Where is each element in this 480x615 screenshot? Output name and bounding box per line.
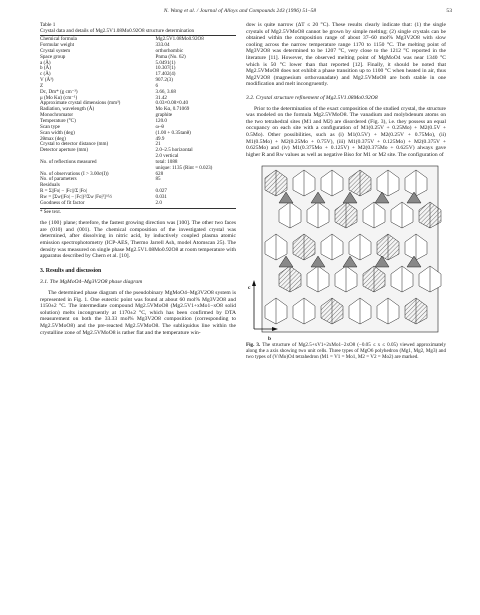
table-cell-value: 85 — [155, 176, 161, 183]
table-caption: Crystal data and details of Mg2.5V1.08Mo0.92O8 structure determination — [40, 28, 195, 35]
table-cell-key: V (Å³) — [40, 77, 54, 84]
table-cell-value: (1.00 + 0.35tanθ) — [155, 129, 191, 136]
table-cell-key: c (Å) — [40, 71, 51, 78]
page-number: 53 — [446, 8, 452, 14]
table-cell-value: 0.031 — [155, 193, 167, 200]
table-footnote: * See text. — [40, 209, 61, 215]
table-cell-key: μ (Mo Kα) (cm⁻¹) — [40, 94, 78, 101]
table-cell-key: No. of reflections measured — [40, 158, 97, 165]
table-cell-key: b (Å) — [40, 65, 51, 72]
table-cell-value: graphite — [155, 112, 173, 119]
table-cell-key: Crystal system — [40, 47, 71, 54]
axis-label-b: b — [268, 336, 272, 343]
table-cell-value: Mo Kα, 0.71069 — [155, 106, 190, 113]
table-cell-key: Detector aperture (mm) — [40, 147, 89, 154]
table-cell-value: 17.402(4) — [155, 71, 176, 78]
table-cell-value: orthorhombic — [155, 47, 184, 54]
table-cell-value: Pnma (No. 62) — [155, 53, 186, 60]
body-paragraph: The determined phase diagram of the pseudobinary MgMoO4–Mg3V2O8 system is represented in Fig. 1. One eutectic point was found at about 60 mol% Mg3V2O8 and 1150±2 °C. The intermediate compound Mg2.5VMoO8 (Mg2.5V1+xMo1−xO8 solid solution) melts incongruently at 1170±2 °C, which has been confirmed by DTA measurement on both the 33.33 mol% Mg3V2O8 composition (corresponding to Mg2.5VMoO8) and the pre-reacted Mg2.5VMoO8. The subliquidus line within the crystalline zone of Mg2.5VMoO8 is rather flat and the temperature win- — [40, 290, 236, 336]
table-cell-key: No. of observations (I > 3.00σ(I)) — [40, 170, 109, 177]
table-cell-key: 2θmax (deg) — [40, 135, 66, 142]
table-cell-value: ω–θ — [155, 123, 164, 130]
subsection-heading: 3.2. Crystal structure refinement of Mg2.5V1.08Mo0.92O8 — [246, 94, 378, 101]
table-cell-key: Approximate crystal dimensions (mm³) — [40, 100, 121, 107]
table-cell-value: 0.03×0.08×0.40 — [155, 100, 188, 107]
table-cell-value: 333.04 — [155, 42, 170, 49]
table-cell-key: Radiation, wavelength (Å) — [40, 106, 95, 113]
polyhedra-structure-image — [246, 164, 442, 334]
table-cell-value: 2.0–2.5 horizontal — [155, 147, 193, 154]
running-head: N. Wang et al. / Journal of Alloys and Compounds 243 (1996) 51–58 — [163, 8, 317, 14]
table-cell-value: Mg2.5V1.08Mo0.92O8 — [155, 36, 204, 43]
table-cell-key: Goodness of fit factor — [40, 199, 85, 206]
table-cell-value: 907.2(3) — [155, 77, 173, 84]
table-cell-key: Scan type — [40, 123, 60, 130]
table-label: Table 1 — [40, 22, 56, 28]
table-cell-key: Rw = [Σw(|Fo| − |Fc|)²/Σw |Fo|²]^½ — [40, 193, 112, 200]
axis-label-c: c — [248, 285, 251, 292]
table-cell-value: 31.42 — [155, 94, 167, 101]
figure-caption — [246, 343, 446, 361]
table-cell-key: Formular weight — [40, 42, 75, 49]
body-paragraph: dow is quite narrow (ΔT ≤ 20 °C). These results clearly indicate that: (1) the single crystals of Mg2.5VMoO8 cannot be grown by simple melting; (2) single crystals can be obtained within the composition range of about 37–60 mol% Mg3V2O8 with slow cooling across the narrow temperature range 1170 to 1150 °C. The melting point of Mg3V2O8 was determined to be 1207 °C, very close to the 1212 °C reported in the literature [11]. However, the observed melting point of MgMoO4 was near 1340 °C which is 50 °C lower than that reported [12]. Finally, it should be noted that Mg2.5VMoO8 does not exhibit a phase transition up to 1100 °C when heated in air, thus Mg2V2O8 (magnesium orthovanadate) and Mg2.5VMoO8 are both stable in one modification and melt incongruently. — [246, 22, 446, 88]
body-paragraph: Prior to the determination of the exact composition of the studied crystal, the structure was modeled on the formula Mg2.5VMoO8. The vanadium and molybdenum atoms on the two tetrahedral sites (M1 and M2) are disordered (Fig. 3), i.e. they possess an equal occupancy on each site with a configuration of M1(0.25V + 0.25Mo) + M2(0.5V + 0.5Mo). Other possibilities, such as (i) M1(0.5V) + M2(0.25V + 0.75Mo), (ii) M1(0.5Mo) + M2(0.25Mo + 0.75V), (iii) M1(0.375V + 0.125Mo) + M2(0.375V + 0.625Mo) and (iv) M1(0.375Mo + 0.125V) + M2(0.375Mo + 0.625V) always gave higher R and Rw values as well as negative Biso for M1 or M2 site. The configuration of — [246, 105, 446, 158]
table-cell-value: 21 — [155, 141, 161, 148]
table-cell-key: Residuals — [40, 182, 60, 189]
section-heading: 3. Results and discussion — [40, 267, 102, 274]
table-cell-key: No. of parameters — [40, 176, 77, 183]
right-column — [246, 22, 446, 361]
table-cell-value: 6 — [155, 82, 159, 89]
table-cell-value: 0.027 — [155, 188, 167, 195]
table-cell-value: 49.9 — [155, 135, 165, 142]
table-cell-value: total: 1088 — [155, 158, 178, 165]
body-paragraph: the {100} plane; therefore, the fastest growing direction was [100]. The other two faces are (010) and (001). The chemical composition of the investigated crystal was determined, after dissolving in nitric acid, by inductively coupled plasma atomic emission spectrophotometry (ICP-AES, Thermo Jarrell Ash, model Atomscan 25). The density was measured on single phase Mg2.5V1.08Mo0.92O8 at room temperature with apparatus described by Chern et al. [10]. — [40, 220, 236, 260]
table-cell-key: Z — [40, 82, 44, 89]
table-cell-key: Space group — [40, 53, 66, 60]
table-cell-value: 3.66, 3.68 — [155, 88, 176, 95]
table-row — [40, 201, 236, 207]
crystal-structure-figure — [246, 164, 442, 343]
table-cell-value: 5.0491(1) — [155, 59, 176, 66]
subsection-heading: 3.1. The MgMoO4–Mg3V2O8 phase diagram — [40, 279, 143, 286]
table-cell-value: 120.0 — [155, 118, 167, 124]
table-cell-key: Chemical formula — [40, 36, 77, 43]
table-cell-key: Crystal to detector distance (mm) — [40, 141, 109, 148]
table-cell-key: a (Å) — [40, 59, 51, 66]
table-cell-key: Dc, Dm* (g cm⁻³) — [40, 88, 78, 95]
table-cell-value: 2.0 vertical — [155, 153, 179, 160]
table-cell-value: 10.307(1) — [155, 65, 176, 72]
left-column — [40, 22, 236, 336]
figure-caption-text: The structure of Mg2.5+xV1+2xMo1−2xO8 (−0.05 ≤ x ≤ 0.05) viewed approximately along the a axis showing two unit cells. Three types of MgO6 polyhedron (Mg1, Mg2, Mg3) and two types of (V/Mo)O4 tetrahedron (M1 = V1 = Mo1, M2 = V2 = Mo2) are marked. — [246, 342, 446, 361]
table-cell-key: Temperature (°C) — [40, 118, 76, 124]
table-cell-key: Monochromator — [40, 112, 74, 119]
table-cell-key: Scan width (deg) — [40, 129, 75, 136]
table-bottom-rule — [40, 208, 236, 209]
table-cell-value: 2.0 — [155, 199, 162, 206]
table-cell-value: 628 — [155, 170, 164, 177]
table-cell-value: unique: 1135 (Rint = 0.023) — [155, 164, 213, 171]
table-cell-key: R = Σ||Fo| − |Fc||/Σ |Fo| — [40, 188, 87, 195]
figure-caption-label: Fig. 3. — [246, 342, 261, 349]
crystal-data-table — [40, 37, 236, 206]
